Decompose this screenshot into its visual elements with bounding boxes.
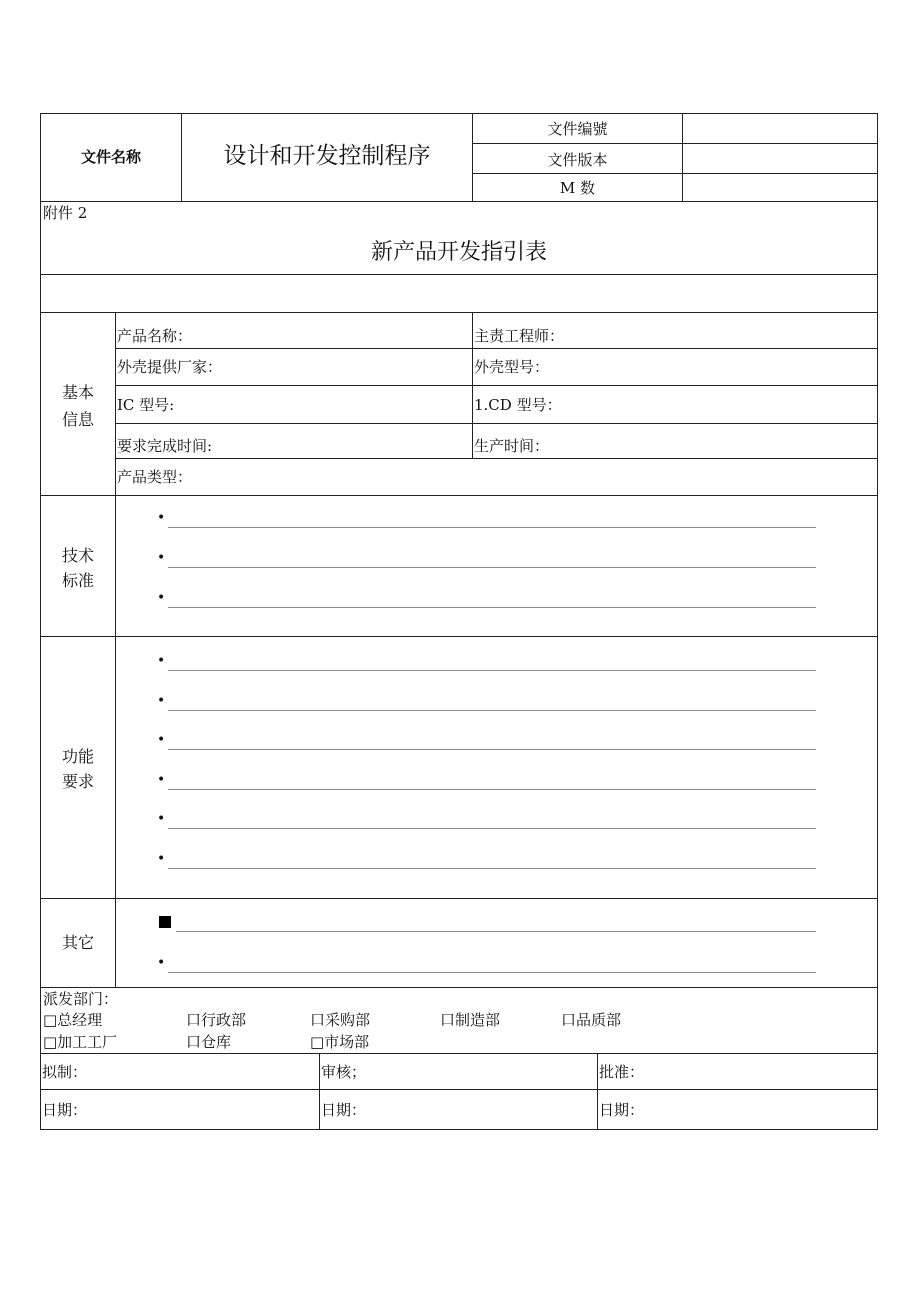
- black-square-icon: [159, 916, 171, 928]
- tech-standard-label-line1: 技术: [61, 546, 94, 565]
- doc-number-value[interactable]: [683, 114, 877, 143]
- draft-field[interactable]: 拟制：: [42, 1063, 88, 1081]
- bullet-icon: •: [157, 732, 166, 748]
- function-req-line-3[interactable]: [168, 749, 816, 750]
- dept-checkbox-marketing[interactable]: □市场部: [310, 1033, 370, 1051]
- dept-checkbox-general-manager[interactable]: □总经理: [43, 1011, 103, 1029]
- dept-checkbox-purchasing[interactable]: 口采购部: [310, 1011, 371, 1029]
- doc-version-value[interactable]: [683, 144, 877, 173]
- other-label: 其它: [61, 933, 94, 952]
- approve-date-field[interactable]: 日期：: [599, 1101, 645, 1119]
- doc-version-label: 文件版本: [547, 151, 608, 169]
- review-field[interactable]: 审核；: [321, 1063, 367, 1081]
- draft-date-field[interactable]: 日期：: [42, 1101, 88, 1119]
- doc-name-label: 文件名称: [80, 148, 141, 166]
- required-completion-field[interactable]: 要求完成时间:: [117, 437, 213, 455]
- production-time-field[interactable]: 生产时间：: [474, 437, 550, 455]
- function-req-line-4[interactable]: [168, 789, 816, 790]
- approve-field[interactable]: 批准：: [599, 1063, 645, 1081]
- ic-model-field[interactable]: IC 型号:: [117, 396, 175, 414]
- dept-checkbox-processing-plant[interactable]: □加工工厂: [43, 1033, 118, 1051]
- attachment-label: 附件 2: [43, 204, 88, 222]
- shell-supplier-field[interactable]: 外壳提供厂家：: [117, 358, 223, 376]
- lcd-model-field[interactable]: 1.CD 型号：: [474, 396, 562, 414]
- review-date-field[interactable]: 日期：: [321, 1101, 367, 1119]
- tech-standard-line-2[interactable]: [168, 567, 816, 568]
- function-req-line-1[interactable]: [168, 670, 816, 671]
- shell-model-field[interactable]: 外壳型号：: [474, 358, 550, 376]
- dept-checkbox-manufacturing[interactable]: 口制造部: [440, 1011, 501, 1029]
- blank-row: [41, 275, 877, 312]
- tech-standard-label-line2: 标准: [61, 571, 94, 590]
- bullet-icon: •: [157, 811, 166, 827]
- bullet-icon: •: [157, 510, 166, 526]
- bullet-icon: •: [157, 693, 166, 709]
- dept-checkbox-admin[interactable]: 口行政部: [186, 1011, 247, 1029]
- other-line-2[interactable]: [168, 972, 816, 973]
- distribution-label: 派发部门：: [43, 990, 119, 1008]
- product-type-field[interactable]: 产品类型：: [117, 468, 193, 486]
- function-req-line-5[interactable]: [168, 828, 816, 829]
- basic-info-label-line1: 基本: [61, 383, 94, 402]
- doc-number-label: 文件编號: [547, 120, 608, 138]
- bullet-icon: •: [157, 653, 166, 669]
- bullet-icon: •: [157, 590, 166, 606]
- chief-engineer-field[interactable]: 主责工程师：: [474, 327, 565, 345]
- bullet-icon: •: [157, 550, 166, 566]
- product-name-field[interactable]: 产品名称：: [117, 327, 193, 345]
- dept-checkbox-warehouse[interactable]: 口仓库: [186, 1033, 232, 1051]
- bullet-icon: •: [157, 772, 166, 788]
- bullet-icon: •: [157, 955, 166, 971]
- page-count-value[interactable]: [683, 174, 877, 201]
- form-title: 新产品开发指引表: [370, 240, 547, 265]
- bullet-icon: •: [157, 851, 166, 867]
- function-req-label-line1: 功能: [61, 747, 94, 766]
- basic-info-label-line2: 信息: [61, 410, 94, 429]
- page-count-label: M 数: [559, 179, 596, 197]
- doc-title: 设计和开发控制程序: [223, 143, 431, 169]
- tech-standard-line-1[interactable]: [168, 527, 816, 528]
- function-req-label-line2: 要求: [61, 772, 94, 791]
- other-line-1[interactable]: [176, 931, 816, 932]
- function-req-line-6[interactable]: [168, 868, 816, 869]
- function-req-line-2[interactable]: [168, 710, 816, 711]
- tech-standard-line-3[interactable]: [168, 607, 816, 608]
- dept-checkbox-quality[interactable]: 口品质部: [561, 1011, 622, 1029]
